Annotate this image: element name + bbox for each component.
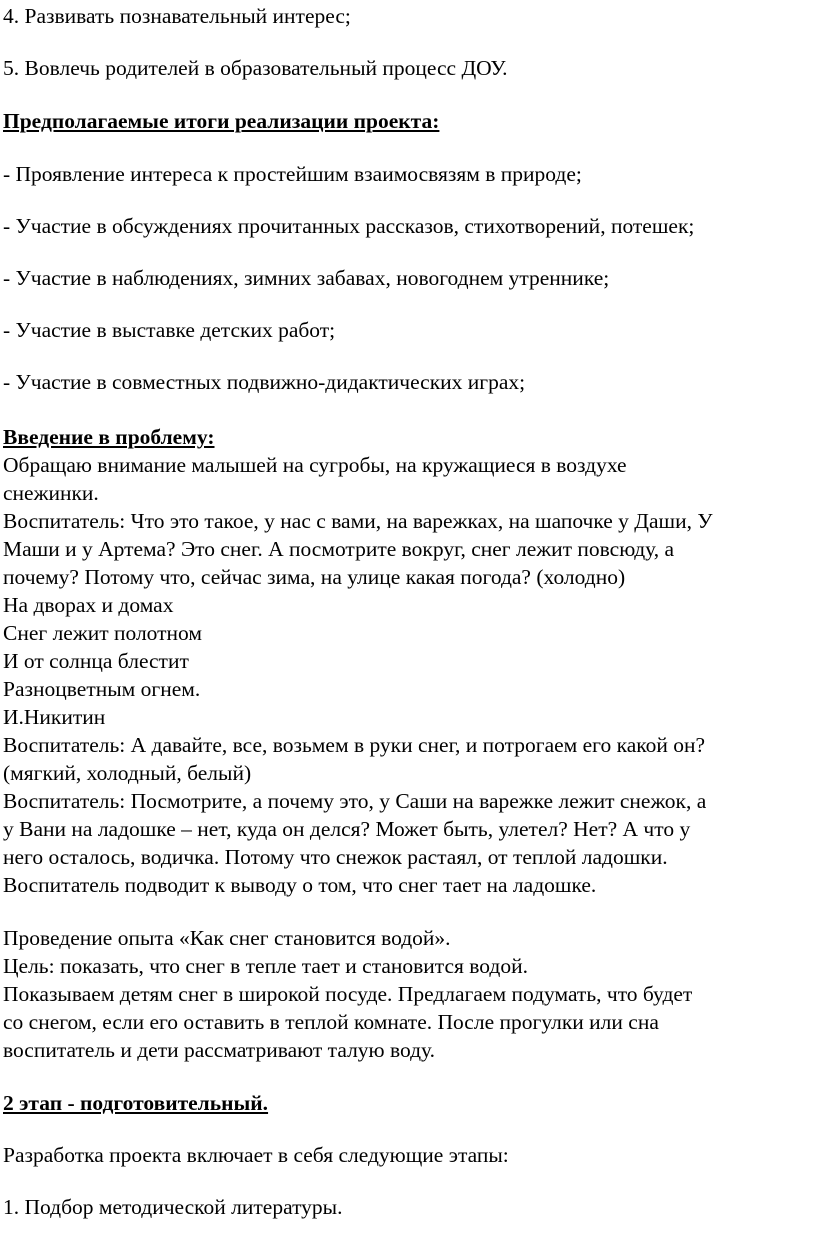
intro-line: Воспитатель: Что это такое, у нас с вами, на варежках, на шапочке у Даши, У [3,509,713,533]
intro-line: Маши и у Артема? Это снег. А посмотрите вокруг, снег лежит повсюду, а [3,537,675,561]
poem-line: И от солнца блестит [3,649,189,673]
result-item: - Проявление интереса к простейшим взаимосвязям в природе; [3,162,582,186]
poem-line: Разноцветным огнем. [3,677,201,701]
stage2-heading: 2 этап - подготовительный. [3,1091,269,1115]
intro-line: Воспитатель подводит к выводу о том, что снег тает на ладошке. [3,873,597,897]
intro-heading: Введение в проблему: [3,425,215,449]
result-item: - Участие в совместных подвижно-дидактических играх; [3,370,526,394]
experiment-line: Показываем детям снег в широкой посуде. Предлагаем подумать, что будет [3,982,693,1006]
stage2-intro: Разработка проекта включает в себя следующие этапы: [3,1143,509,1167]
result-item: - Участие в обсуждениях прочитанных рассказов, стихотворений, потешек; [3,214,695,238]
poem-line: Снег лежит полотном [3,621,203,645]
poem-line: На дворах и домах [3,593,174,617]
result-item: - Участие в наблюдениях, зимних забавах, новогоднем утреннике; [3,266,610,290]
intro-line: (мягкий, холодный, белый) [3,761,252,785]
goal-item-5: 5. Вовлечь родителей в образовательный процесс ДОУ. [3,56,508,80]
intro-line: у Вани на ладошке – нет, куда он делся? Может быть, улетел? Нет? А что у [3,817,691,841]
goal-item-4: 4. Развивать познавательный интерес; [3,4,351,28]
stage2-item: 1. Подбор методической литературы. [3,1195,343,1219]
result-item: - Участие в выставке детских работ; [3,318,336,342]
intro-line: Воспитатель: Посмотрите, а почему это, у Саши на варежке лежит снежок, а [3,789,707,813]
experiment-line: воспитатель и дети рассматривают талую воду. [3,1038,436,1062]
intro-line: Воспитатель: А давайте, все, возьмем в руки снег, и потрогаем его какой он? [3,733,706,757]
experiment-line: Проведение опыта «Как снег становится водой». [3,926,451,950]
intro-line: почему? Потому что, сейчас зима, на улице какая погода? (холодно) [3,565,626,589]
experiment-line: со снегом, если его оставить в теплой комнате. После прогулки или сна [3,1010,659,1034]
experiment-line: Цель: показать, что снег в тепле тает и становится водой. [3,954,528,978]
intro-line: Обращаю внимание малышей на сугробы, на кружащиеся в воздухе [3,453,627,477]
intro-line: снежинки. [3,481,99,505]
results-heading: Предполагаемые итоги реализации проекта: [3,109,440,133]
intro-line: него осталось, водичка. Потому что снежок растаял, от теплой ладошки. [3,845,668,869]
poem-author: И.Никитин [3,705,106,729]
